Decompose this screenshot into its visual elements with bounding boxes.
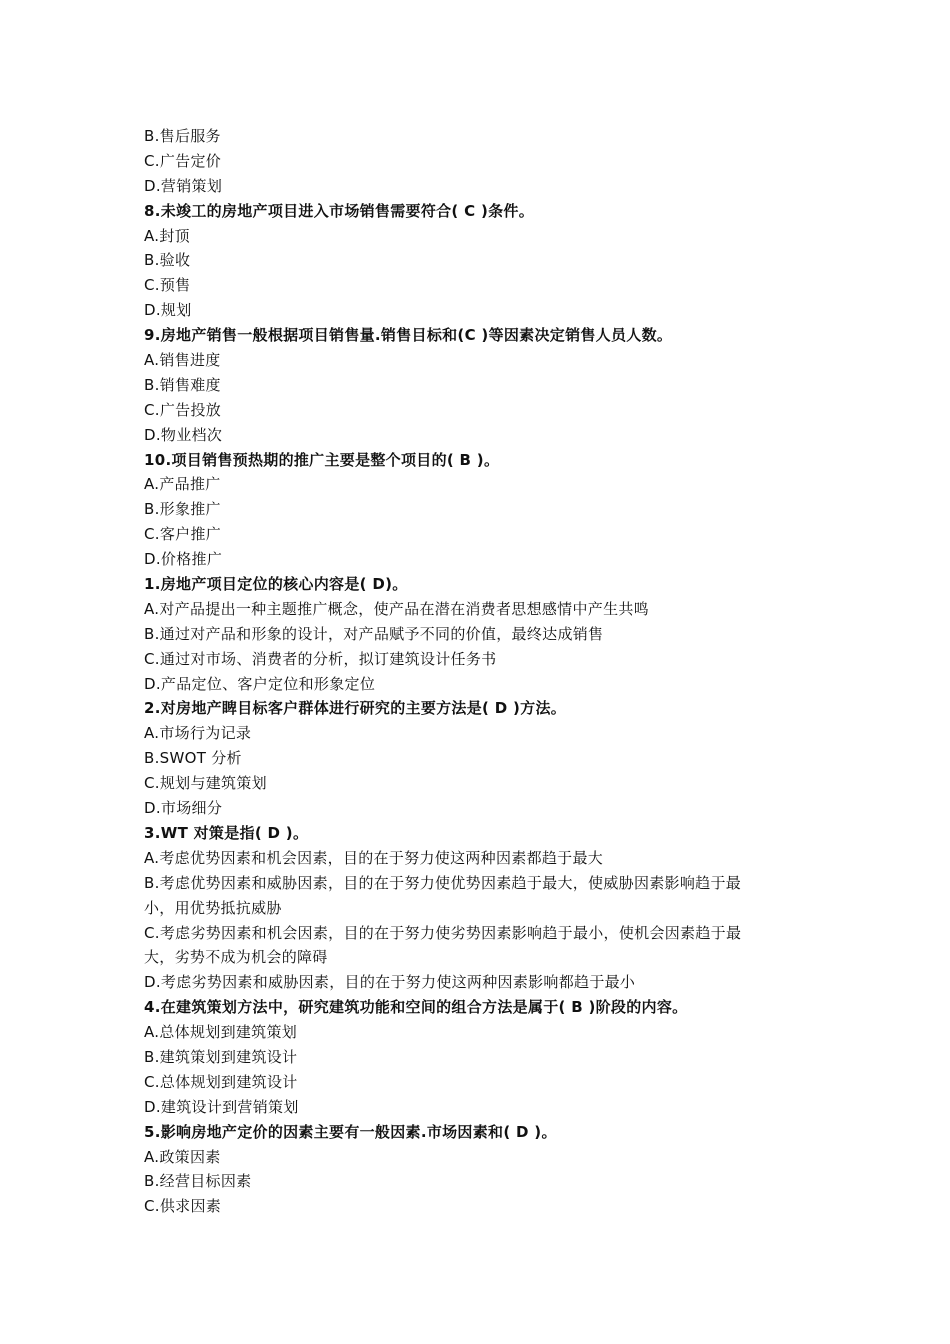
option-line: D.营销策划 — [144, 176, 223, 195]
option-line: C.广告定价 — [144, 151, 222, 170]
question-line: 8.未竣工的房地产项目进入市场销售需要符合( C )条件。 — [144, 201, 535, 220]
question-line: 2.对房地产睥目标客户群体进行研究的主要方法是( D )方法。 — [144, 699, 567, 718]
option-line: A.总体规划到建筑策划 — [144, 1023, 298, 1042]
option-line: B.销售难度 — [144, 375, 221, 394]
question-line: 4.在建筑策划方法中，研究建筑功能和空间的组合方法是属于( B )阶段的内容。 — [144, 998, 688, 1017]
option-line: A.对产品提出一种主题推广概念，使产品在潜在消费者思想感情中产生共鸣 — [144, 599, 649, 618]
option-line: B.形象推广 — [144, 500, 221, 519]
question-line: 9.房地产销售一般根据项目销售量.销售目标和(C )等因素决定销售人员人数。 — [144, 326, 673, 345]
question-line: 3.WT 对策是指( D )。 — [144, 823, 309, 842]
option-line: D.规划 — [144, 301, 192, 320]
option-line: D.建筑设计到营销策划 — [144, 1097, 299, 1116]
option-line: C.广告投放 — [144, 400, 222, 419]
option-line: D.考虑劣势因素和威胁因素，目的在于努力使这两种因素影响都趋于最小 — [144, 973, 636, 992]
option-line: C.预售 — [144, 276, 191, 295]
question-line: 1.房地产项目定位的核心内容是( D)。 — [144, 575, 408, 594]
option-line: A.政策因素 — [144, 1147, 221, 1166]
option-line: A.市场行为记录 — [144, 724, 252, 743]
option-line: D.市场细分 — [144, 799, 223, 818]
option-line: B.SWOT 分析 — [144, 749, 242, 768]
option-line: 大，劣势不成为机会的障碍 — [144, 948, 328, 967]
option-line: C.通过对市场、消费者的分析，拟订建筑设计任务书 — [144, 649, 497, 668]
option-line: 小，用优势抵抗威胁 — [144, 898, 282, 917]
option-line: D.产品定位、客户定位和形象定位 — [144, 674, 376, 693]
option-line: B.建筑策划到建筑设计 — [144, 1047, 298, 1066]
option-line: A.考虑优势因素和机会因素，目的在于努力使这两种因素都趋于最大 — [144, 848, 604, 867]
option-line: A.封顶 — [144, 226, 190, 245]
option-line: B.经营目标因素 — [144, 1172, 252, 1191]
option-line: B.通过对产品和形象的设计，对产品赋予不同的价值，最终达成销售 — [144, 624, 604, 643]
option-line: D.价格推广 — [144, 550, 223, 569]
option-line: A.销售进度 — [144, 351, 221, 370]
option-line: B.售后服务 — [144, 127, 221, 145]
option-line: A.产品推广 — [144, 475, 221, 494]
option-line: B.考虑优势因素和威胁因素，目的在于努力使优势因素趋于最大，使威胁因素影响趋于最 — [144, 873, 742, 892]
option-line: C.考虑劣势因素和机会因素，目的在于努力使劣势因素影响趋于最小，使机会因素趋于最 — [144, 923, 742, 942]
option-line: C.规划与建筑策划 — [144, 774, 267, 793]
document-page — [144, 124, 824, 1219]
option-line: C.总体规划到建筑设计 — [144, 1072, 298, 1091]
option-line: C.客户推广 — [144, 525, 222, 544]
question-line: 5.影响房地产定价的因素主要有一般因素.市场因素和( D )。 — [144, 1122, 557, 1141]
question-line: 10.项目销售预热期的推广主要是整个项目的( B )。 — [144, 450, 500, 469]
option-line: B.验收 — [144, 251, 191, 270]
option-line: C.供求因素 — [144, 1197, 222, 1216]
option-line: D.物业档次 — [144, 425, 223, 444]
